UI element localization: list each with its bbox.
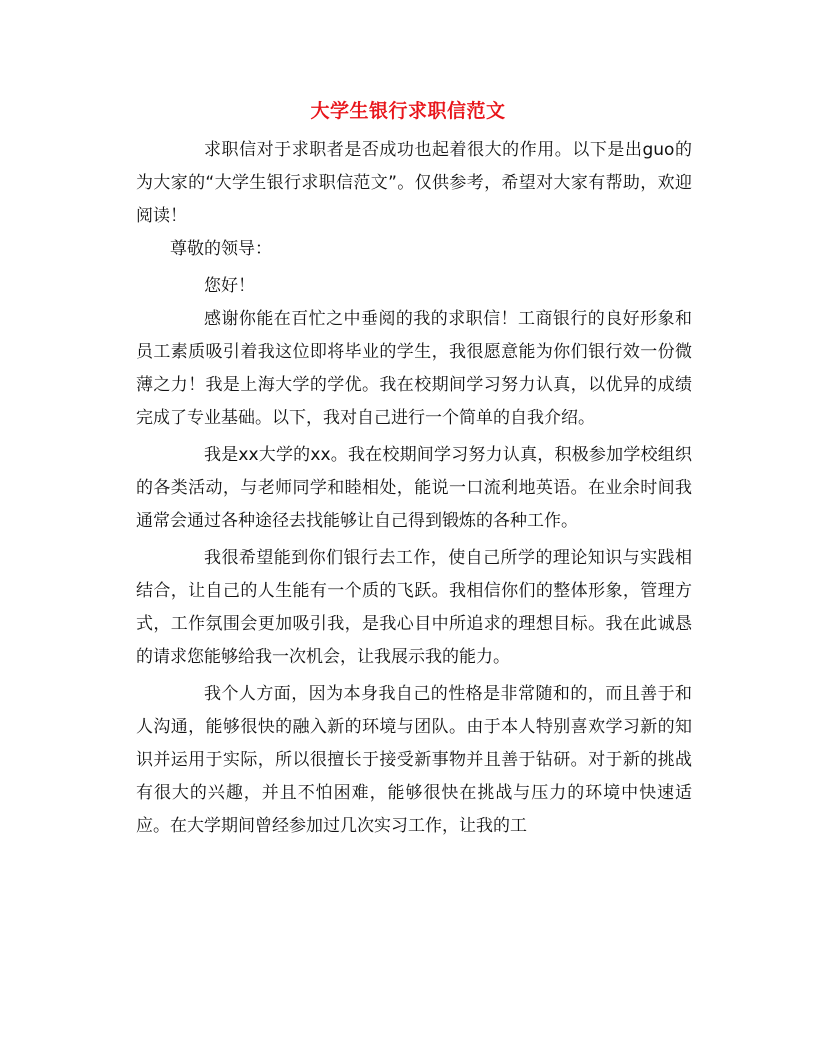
intro-paragraph: 求职信对于求职者是否成功也起着很大的作用。以下是出guo的为大家的“大学生银行求职信范文”。仅供参考，希望对大家有帮助，欢迎阅读！ bbox=[136, 140, 692, 226]
body-paragraph-personal: 我个人方面，因为本身我自己的性格是非常随和的，而且善于和人沟通，能够很快的融入新的环境与团队。由于本人特别喜欢学习新的知识并运用于实际，所以很擅长于接受新事物并且善于钻研。对于新的挑战有很大的兴趣，并且不怕困难，能够很快在挑战与压力的环境中快速适应。在大学期间曾经参加过几次实习工作，让我的工 bbox=[136, 684, 692, 836]
body-paragraph-thanks: 感谢你能在百忙之中垂阅的我的求职信！工商银行的良好形象和员工素质吸引着我这位即将毕业的学生，我很愿意能为你们银行效一份微薄之力！我是上海大学的学优。我在校期间学习努力认真，以优异的成绩完成了专业基础。以下，我对自己进行一个简单的自我介绍。 bbox=[136, 309, 692, 428]
body-paragraph-self-intro: 我是xx大学的xx。我在校期间学习努力认真，积极参加学校组织的各类活动，与老师同学和睦相处，能说一口流利地英语。在业余时间我通常会通过各种途径去找能够让自己得到锻炼的各种工作。 bbox=[136, 445, 692, 531]
body-paragraph-hope: 我很希望能到你们银行去工作，使自己所学的理论知识与实践相结合，让自己的人生能有一个质的飞跃。我相信你们的整体形象，管理方式，工作氛围会更加吸引我，是我心目中所追求的理想目标。我在此诚恳的请求您能够给我一次机会，让我展示我的能力。 bbox=[136, 548, 692, 667]
salutation: 尊敬的领导： bbox=[170, 239, 272, 259]
document-title: 大学生银行求职信范文 bbox=[310, 100, 506, 122]
greeting: 您好！ bbox=[204, 276, 255, 296]
document-body bbox=[136, 134, 692, 843]
